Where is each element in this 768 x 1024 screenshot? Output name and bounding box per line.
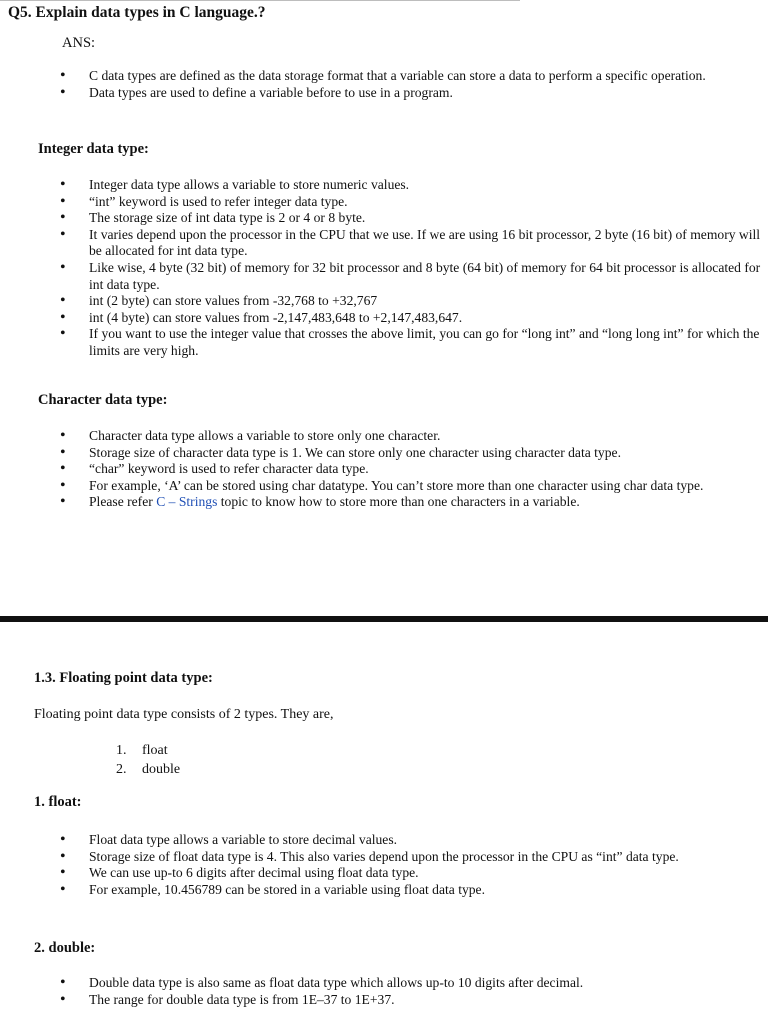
bullet-text-after: topic to know how to store more than one characters in a variable.	[217, 494, 580, 510]
floating-heading: 1.3. Floating point data type:	[34, 670, 213, 686]
list-item	[60, 494, 762, 511]
float-list	[60, 832, 762, 898]
answer-label: ANS:	[62, 35, 96, 51]
list-item: • “int” keyword is used to refer integer data type.	[60, 194, 762, 211]
floating-intro: Floating point data type consists of 2 types. They are,	[34, 707, 334, 722]
list-item: • Character data type allows a variable to store only one character.	[60, 428, 762, 445]
double-list	[60, 975, 762, 1008]
item-label: float	[142, 743, 168, 758]
intro-list	[60, 68, 762, 101]
list-item: • For example, ‘A’ can be stored using char datatype. You can’t store more than one character using char data type.	[60, 478, 762, 495]
list-item: • Integer data type allows a variable to store numeric values.	[60, 177, 762, 194]
item-label: double	[142, 762, 181, 777]
list-item: • C data types are defined as the data storage format that a variable can store a data to perform a specific operation.	[60, 68, 762, 85]
float-heading: 1. float:	[34, 794, 82, 810]
list-item: • Double data type is also same as float data type which allows up-to 10 digits after decimal.	[60, 975, 762, 992]
list-item: • If you want to use the integer value that crosses the above limit, you can go for “long int” and “long long int” for which the limits are very high.	[60, 326, 762, 359]
list-item: • “char” keyword is used to refer character data type.	[60, 461, 762, 478]
list-item: • For example, 10.456789 can be stored in a variable using float data type.	[60, 882, 762, 899]
integer-heading: Integer data type:	[38, 141, 149, 157]
list-item: • Storage size of character data type is 1. We can store only one character using character data type.	[60, 445, 762, 462]
question-title: Q5. Explain data types in C language.?	[8, 4, 266, 21]
character-heading: Character data type:	[38, 392, 168, 408]
list-item	[116, 760, 180, 779]
section-divider	[0, 616, 768, 622]
item-number: 1.	[116, 743, 127, 758]
list-item: • int (2 byte) can store values from -32,768 to +32,767	[60, 293, 762, 310]
list-item: • Data types are used to define a variable before to use in a program.	[60, 85, 762, 102]
floating-types-list	[116, 741, 180, 779]
list-item: • Like wise, 4 byte (32 bit) of memory for 32 bit processor and 8 byte (64 bit) of memory for 64 bit processor is allocated for int data type.	[60, 260, 762, 293]
double-heading: 2. double:	[34, 940, 96, 956]
list-item: • We can use up-to 6 digits after decimal using float data type.	[60, 865, 762, 882]
list-item: • int (4 byte) can store values from -2,147,483,648 to +2,147,483,647.	[60, 310, 762, 327]
list-item	[116, 741, 180, 760]
top-rule	[0, 0, 520, 1]
list-item: • Storage size of float data type is 4. This also varies depend upon the processor in the CPU as “int” data type.	[60, 849, 762, 866]
c-strings-link[interactable]: C – Strings	[156, 494, 218, 510]
list-item: • Float data type allows a variable to store decimal values.	[60, 832, 762, 849]
list-item: • The range for double data type is from 1E–37 to 1E+37.	[60, 992, 762, 1009]
bullet-text-before: Please refer	[89, 494, 157, 510]
item-number: 2.	[116, 762, 127, 777]
list-item: • The storage size of int data type is 2 or 4 or 8 byte.	[60, 210, 762, 227]
list-item: • It varies depend upon the processor in the CPU that we use. If we are using 16 bit processor, 2 byte (16 bit) of memory will be allocated for int data type.	[60, 227, 762, 260]
character-list	[60, 428, 762, 511]
integer-list	[60, 177, 762, 360]
